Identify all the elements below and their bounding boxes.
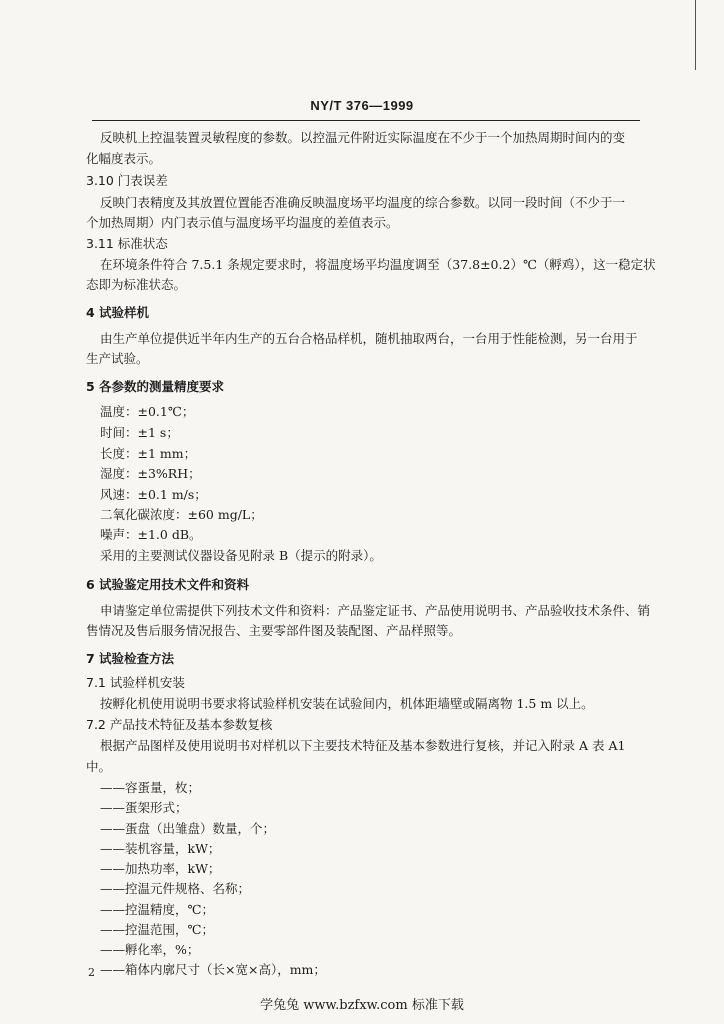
section-heading: 7 试验检查方法 <box>86 651 175 666</box>
list-item: ——蛋架形式； <box>100 800 188 815</box>
paragraph-line: 个加热周期）内门表示值与温度场平均温度的差值表示。 <box>86 215 399 230</box>
list-item: ——装机容量，kW； <box>100 841 221 856</box>
list-item: 风速：±0.1 m/s； <box>100 487 207 502</box>
list-item: ——蛋盘（出雏盘）数量，个； <box>100 821 276 836</box>
list-item: ——孵化率，%； <box>100 942 200 957</box>
header-rule <box>92 120 640 121</box>
section-heading: 4 试验样机 <box>86 305 150 320</box>
paragraph-line: 采用的主要测试仪器设备见附录 B（提示的附录）。 <box>100 548 382 563</box>
list-item: 湿度：±3%RH； <box>100 466 201 481</box>
paragraph-line: 申请鉴定单位需提供下列技术文件和资料：产品鉴定证书、产品使用说明书、产品验收技术条件、销 <box>100 603 651 618</box>
clause-heading: 7.1 试验样机安装 <box>86 675 185 690</box>
list-item: ——控温精度，℃； <box>100 902 214 917</box>
paragraph-line: 中。 <box>86 759 112 774</box>
section-heading: 6 试验鉴定用技术文件和资料 <box>86 577 250 592</box>
section-heading: 5 各参数的测量精度要求 <box>86 379 225 394</box>
paragraph-line: 售情况及售后服务情况报告、主要零部件图及装配图、产品样照等。 <box>86 623 462 638</box>
clause-heading: 3.10 门表误差 <box>86 173 168 188</box>
paragraph-line: 在环境条件符合 7.5.1 条规定要求时，将温度场平均温度调至（37.8±0.2）℃（孵鸡），这一稳定状 <box>100 257 656 272</box>
paragraph-line: 反映门表精度及其放置位置能否准确反映温度场平均温度的综合参数。以同一段时间（不少于一 <box>100 195 626 210</box>
paragraph-line: 生产试验。 <box>86 351 149 366</box>
paragraph-line: 根据产品图样及使用说明书对样机以下主要技术特征及基本参数进行复核，并记入附录 A 表 A1 <box>100 738 626 753</box>
clause-heading: 3.11 标准状态 <box>86 236 168 251</box>
list-item: 二氧化碳浓度：±60 mg/L； <box>100 507 263 522</box>
paragraph-line: 按孵化机使用说明书要求将试验样机安装在试验间内，机体距墙壁或隔离物 1.5 m 以上。 <box>100 696 594 711</box>
scan-edge-line <box>695 0 696 70</box>
list-item: 时间：±1 s； <box>100 425 179 440</box>
paragraph-line: 化幅度表示。 <box>86 151 162 166</box>
paragraph-line: 由生产单位提供近半年内生产的五台合格品样机，随机抽取两台，一台用于性能检测，另一台用于 <box>100 331 638 346</box>
list-item: ——加热功率，kW； <box>100 861 221 876</box>
list-item: 噪声：±1.0 dB。 <box>100 527 202 542</box>
list-item: 温度：±0.1℃； <box>100 404 195 419</box>
paragraph-line: 反映机上控温装置灵敏程度的参数。以控温元件附近实际温度在不少于一个加热周期时间内的变 <box>100 130 626 145</box>
clause-heading: 7.2 产品技术特征及基本参数复核 <box>86 717 273 732</box>
watermark-footer: 学兔兔 www.bzfxw.com 标准下载 <box>260 998 464 1013</box>
list-item: 长度：±1 mm； <box>100 446 197 461</box>
paragraph-line: 态即为标准状态。 <box>86 277 187 292</box>
page-header: NY/T 376—1999 <box>310 98 414 113</box>
list-item: ——控温范围，℃； <box>100 922 214 937</box>
list-item: ——控温元件规格、名称； <box>100 881 251 896</box>
page-number: 2 <box>88 966 95 979</box>
list-item: ——容蛋量，枚； <box>100 780 201 795</box>
list-item: ——箱体内廓尺寸（长×宽×高），mm； <box>100 962 326 977</box>
